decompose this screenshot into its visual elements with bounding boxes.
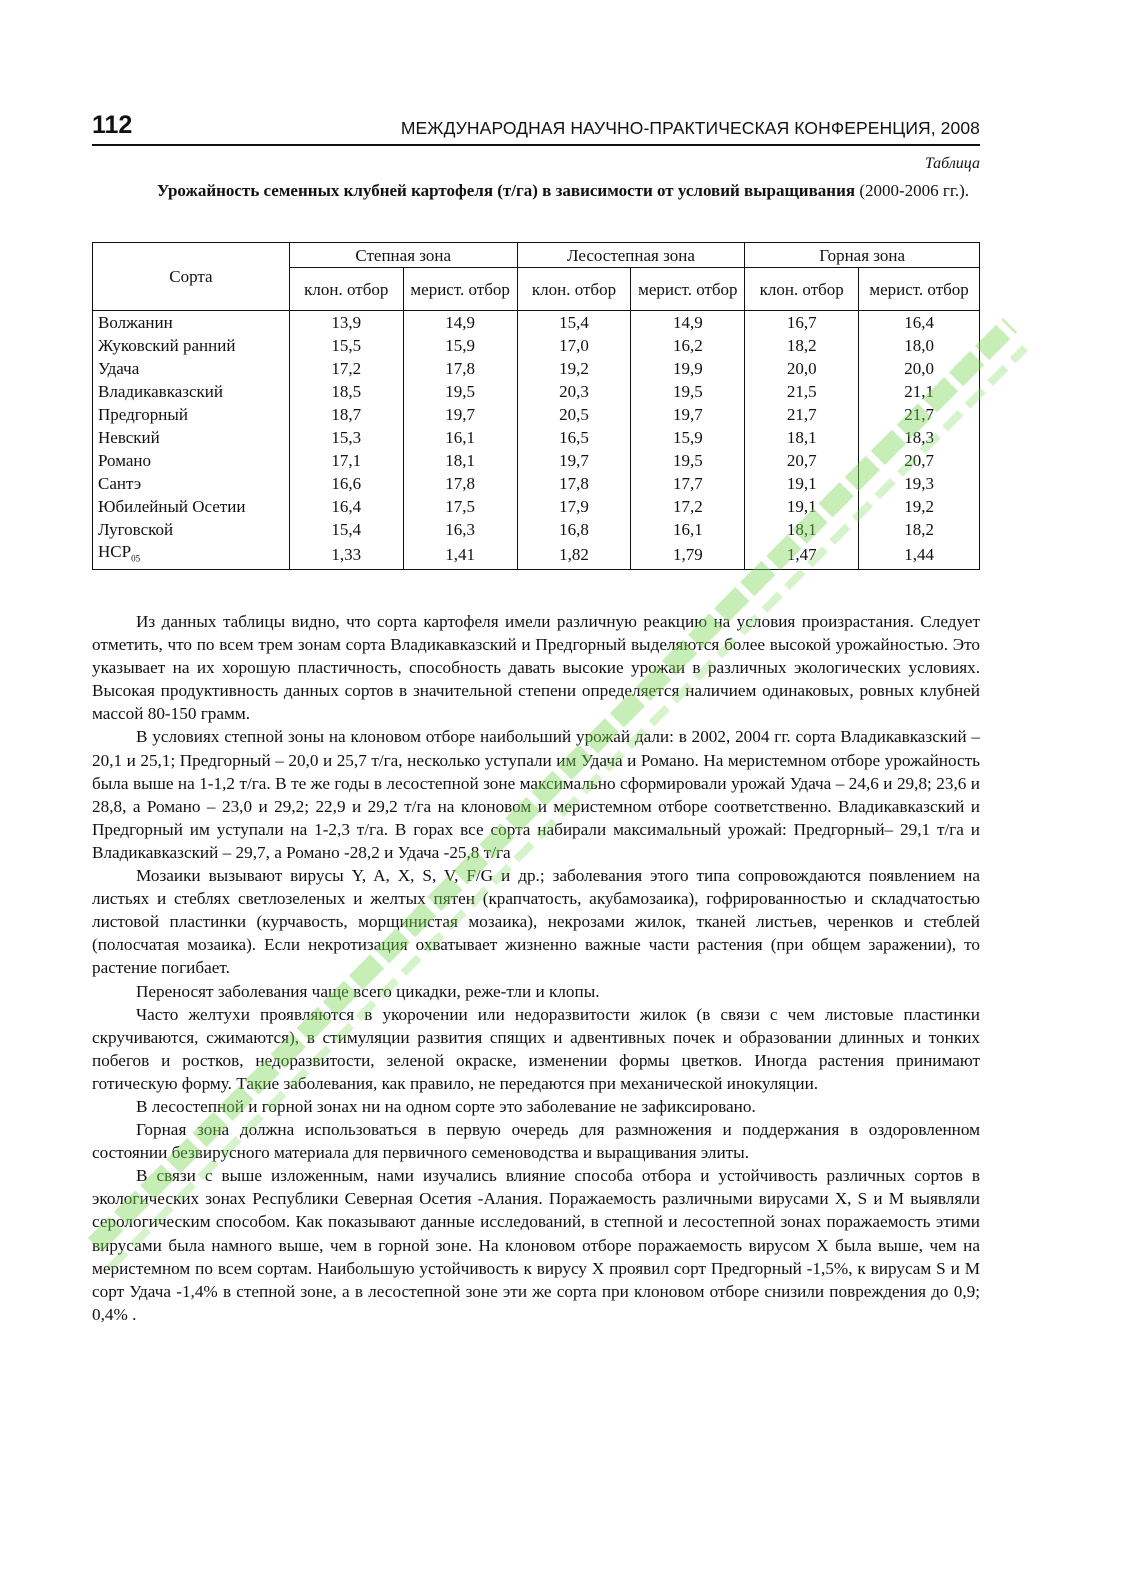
variety-name-text: Предгорный [98,404,188,424]
sub-header: мерист. отбор [631,268,745,311]
paragraph: В лесостепной и горной зонах ни на одном сорте это заболевание не зафиксировано. [136,1096,756,1116]
variety-name-text: Жуковский ранний [98,335,236,355]
table-row [93,357,980,380]
yield-value: 17,1 [289,449,403,472]
yield-value: 18,3 [859,426,980,449]
table-row [93,518,980,541]
paragraph: Переносят заболевания чаще всего цикадки, реже-тли и клопы. [136,981,600,1001]
paragraph: В условиях степной зоны на клоновом отборе наибольший урожай дали: в 2002, 2004 гг. сорта Владикавказский – 20,1 и 25,1; Предгорный – 20,0 и 25,7 т/га, несколько уступали им Удача и Романо. На меристемном отборе урожайность была выше на 1-1,2 т/га. В те же годы в лесостепной зоне максимально сформировали урожай Удача – 24,6 и 29,8; 23,6 и 28,8, а Романо – 23,0 и 29,2; 22,9 и 29,2 т/га на клоновом и меристемном отборе соответственно. Владикавказский и Предгорный им уступали на 1-2,3 т/га. В горах все сорта набирали максимальный урожай: Предгорный– 29,1 т/га и Владикавказский – 29,7, а Романо -28,2 и Удача -25,8 т/га [92,727,980,862]
variety-name-text: Романо [98,450,151,470]
variety-name-text: Удача [98,358,140,378]
sub-header: мерист. отбор [859,268,980,311]
yield-value: 1,44 [859,541,980,570]
yield-value: 16,1 [403,426,517,449]
yield-value: 1,33 [289,541,403,570]
yield-value: 19,5 [631,380,745,403]
yield-value: 16,4 [859,311,980,335]
col-header-variety: Сорта [93,243,290,311]
variety-name-text: НСР [98,542,132,561]
table-row-nsr [93,541,980,570]
table-caption-years: (2000-2006 гг.). [855,181,970,200]
yield-value: 17,9 [517,495,631,518]
sub-header: мерист. отбор [403,268,517,311]
yield-table [92,242,980,570]
paragraph: Мозаики вызывают вирусы Y, A, X, S, V, F/G и др.; заболевания этого типа сопровождаются появлением на листьях и стеблях светлозеленых и желтых пятен (крапчатость, акубамозаика), гофрированностью и складчатостью листовой пластинки (курчавость, морщинистая мозаика), некрозами жилок, тканей листьев, черенков и стеблей (полосчатая мозаика). Если некротизация охватывает жизненно важные части растения (при общем заражении), то растение погибает. [92,866,980,978]
yield-value: 17,8 [403,357,517,380]
variety-name-text: Луговской [98,519,174,539]
paragraph: Часто желтухи проявляются в укорочении или недоразвитости жилок (в связи с чем листовые пластинки скручиваются, сжимаются), в стимуляции развития спящих и адвентивных почек и образовании длинных и тонких побегов и ростков, недоразвитости, зеленой окраске, изменении формы цветков. Иногда растения принимают готическую форму. Такие заболевания, как правило, не передаются при механической инокуляции. [92,1004,980,1093]
yield-value: 18,1 [745,518,859,541]
yield-value: 19,9 [631,357,745,380]
yield-value: 17,2 [631,495,745,518]
running-title: МЕЖДУНАРОДНАЯ НАУЧНО-ПРАКТИЧЕСКАЯ КОНФЕРЕНЦИЯ, 2008 [400,118,980,138]
zone-header-forest-steppe: Лесостепная зона [517,243,745,268]
table-row [93,495,980,518]
table-caption [140,180,986,202]
yield-value: 20,3 [517,380,631,403]
yield-value: 17,2 [289,357,403,380]
paragraph: Горная зона должна использоваться в первую очередь для размножения и поддержания в оздоровленном состоянии безвирусного материала для первичного семеноводства и выращивания элиты. [92,1120,980,1163]
article-body [92,610,980,1326]
yield-value: 14,9 [631,311,745,335]
variety-name-text: Юбилейный Осетии [98,496,246,516]
variety-name-text: Невский [98,427,160,447]
variety-name-text: Владикавказский [98,381,223,401]
table-row [93,472,980,495]
variety-name [93,472,290,495]
yield-value: 17,7 [631,472,745,495]
paragraph: В связи с выше изложенным, нами изучались влияние способа отбора и устойчивость различных сортов в экологических зонах Республики Северная Осетия -Алания. Поражаемость различными вирусами X, S и M выявляли серологическим способом. Как показывают данные исследований, в степной и лесостепной зонах поражаемость этими вирусами была намного выше, чем в горной зоне. На клоновом отборе поражаемость вирусом X была выше, чем на меристемном по всем сортам. Наибольшую устойчивость к вирусу X проявил сорт Предгорный -1,5%, к вирусам S и M сорт Удача -1,4% в степной зоне, а в лесостепной зоне эти же сорта при клоновом отборе снизили повреждения до 0,9; 0,4% . [92,1166,980,1324]
yield-value: 18,0 [859,334,980,357]
yield-value: 19,1 [745,495,859,518]
yield-value: 13,9 [289,311,403,335]
yield-value: 20,7 [859,449,980,472]
yield-value: 16,5 [517,426,631,449]
yield-value: 17,8 [517,472,631,495]
yield-value: 16,8 [517,518,631,541]
yield-value: 15,4 [289,518,403,541]
table-row [93,449,980,472]
zone-header-steppe: Степная зона [289,243,517,268]
yield-value: 15,5 [289,334,403,357]
yield-value: 19,3 [859,472,980,495]
yield-value: 20,5 [517,403,631,426]
yield-value: 16,1 [631,518,745,541]
yield-value: 19,7 [403,403,517,426]
variety-name-text: Сантэ [98,473,142,493]
yield-value: 20,7 [745,449,859,472]
variety-name [93,426,290,449]
sub-header: клон. отбор [289,268,403,311]
variety-name [93,495,290,518]
yield-value: 1,41 [403,541,517,570]
yield-value: 17,8 [403,472,517,495]
yield-value: 21,7 [745,403,859,426]
variety-name [93,357,290,380]
yield-value: 19,5 [631,449,745,472]
yield-value: 18,1 [403,449,517,472]
nsr-subscript: 05 [131,553,141,564]
yield-value: 18,1 [745,426,859,449]
table-row [93,403,980,426]
yield-value: 1,82 [517,541,631,570]
yield-value: 20,0 [745,357,859,380]
yield-value: 19,2 [859,495,980,518]
yield-value: 15,4 [517,311,631,335]
yield-value: 18,7 [289,403,403,426]
page-number: 112 [92,111,133,139]
yield-value: 16,7 [745,311,859,335]
table-row [93,311,980,335]
table-body [93,311,980,570]
page-header [92,104,980,146]
yield-value: 21,7 [859,403,980,426]
yield-value: 19,7 [517,449,631,472]
yield-value: 19,5 [403,380,517,403]
yield-value: 15,3 [289,426,403,449]
yield-value: 16,4 [289,495,403,518]
yield-value: 15,9 [403,334,517,357]
variety-name [93,449,290,472]
yield-value: 1,79 [631,541,745,570]
yield-value: 15,9 [631,426,745,449]
yield-value: 21,5 [745,380,859,403]
yield-value: 1,47 [745,541,859,570]
yield-value: 20,0 [859,357,980,380]
variety-name-text: Волжанин [98,312,173,332]
table-caption-bold: Урожайность семенных клубней картофеля (т/га) в зависимости от условий выращивания [156,181,856,200]
paragraph: Из данных таблицы видно, что сорта картофеля имели различную реакцию на условия произрастания. Следует отметить, что по всем трем зонам сорта Владикавказский и Предгорный выделяются более высокой урожайностью. Это указывает на их хорошую пластичность, способность давать высокие урожаи в различных экологических условиях. Высокая продуктивность данных сортов в значительной степени определяется наличием одинаковых, ровных клубней массой 80-150 грамм. [92,612,980,724]
yield-value: 17,5 [403,495,517,518]
yield-value: 19,7 [631,403,745,426]
variety-name [93,334,290,357]
yield-value: 18,2 [859,518,980,541]
zone-header-mountain: Горная зона [745,243,980,268]
yield-value: 21,1 [859,380,980,403]
table-row [93,426,980,449]
variety-name [93,311,290,335]
variety-name [93,403,290,426]
sub-header: клон. отбор [745,268,859,311]
variety-name [93,541,290,570]
variety-name [93,518,290,541]
variety-name [93,380,290,403]
sub-header: клон. отбор [517,268,631,311]
yield-value: 14,9 [403,311,517,335]
yield-value: 18,5 [289,380,403,403]
yield-value: 18,2 [745,334,859,357]
yield-value: 16,6 [289,472,403,495]
yield-value: 16,2 [631,334,745,357]
yield-value: 17,0 [517,334,631,357]
yield-value: 16,3 [403,518,517,541]
table-row [93,380,980,403]
table-row [93,334,980,357]
yield-value: 19,1 [745,472,859,495]
yield-value: 19,2 [517,357,631,380]
table-label: Таблица [924,155,980,172]
